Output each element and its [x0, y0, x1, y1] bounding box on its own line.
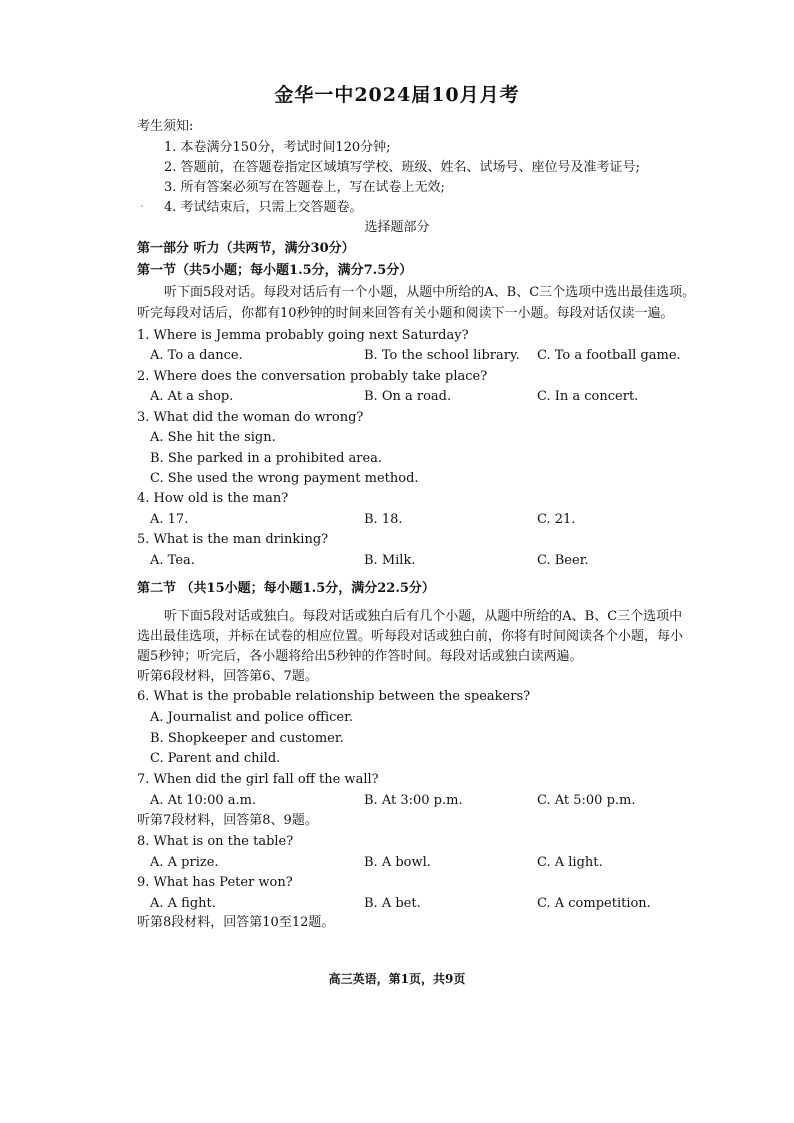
option-b: B. Shopkeeper and customer. [150, 731, 344, 746]
option-b: B. To the school library. [364, 348, 520, 363]
option-b: B. On a road. [364, 389, 452, 404]
option-b: B. At 3:00 p.m. [364, 793, 463, 808]
material-note: 听第8段材料，回答第10至12题。 [137, 915, 335, 930]
option-c: C. To a football game. [537, 348, 681, 363]
option-b: B. 18. [364, 512, 403, 527]
sec1-heading: 第一节（共5小题；每小题1.5分，满分7.5分） [137, 263, 413, 278]
question-stem: 5. What is the man drinking? [137, 532, 329, 547]
sec1-instruction: 听下面5段对话。每段对话后有一个小题，从题中所给的A、B、C三个选项中选出最佳选项。 [164, 285, 696, 300]
option-a: A. At a shop. [150, 389, 234, 404]
part1-heading: 第一部分 听力（共两节，满分30分） [137, 241, 355, 256]
notice-item: 4. 考试结束后，只需上交答题卷。 [164, 200, 363, 215]
section-title: 选择题部分 [364, 220, 430, 235]
option-b: B. Milk. [364, 553, 416, 568]
option-c: C. At 5:00 p.m. [537, 793, 636, 808]
option-a: A. To a dance. [150, 348, 243, 363]
notice-heading: 考生须知: [137, 119, 194, 134]
question-stem: 1. Where is Jemma probably going next Saturday? [137, 328, 469, 343]
option-c: C. She used the wrong payment method. [150, 471, 419, 486]
question-stem: 9. What has Peter won? [137, 875, 293, 890]
sec2-instruction: 题5秒钟；听完后，各小题将给出5秒钟的作答时间。每段对话或独白读两遍。 [137, 649, 583, 664]
option-c: C. Beer. [537, 553, 589, 568]
option-c: C. A competition. [537, 896, 651, 911]
notice-item: 1. 本卷满分150分，考试时间120分钟; [164, 140, 391, 155]
option-a: A. A prize. [150, 855, 219, 870]
scan-mark: ` [140, 206, 145, 216]
question-stem: 3. What did the woman do wrong? [137, 410, 364, 425]
option-a: A. A fight. [150, 896, 216, 911]
option-b: B. A bet. [364, 896, 421, 911]
sec1-instruction: 听完每段对话后，你都有10秒钟的时间来回答有关小题和阅读下一小题。每段对话仅读一遍。 [137, 306, 674, 321]
notice-item: 2. 答题前，在答题卷指定区域填写学校、班级、姓名、试场号、座位号及准考证号; [164, 160, 640, 175]
option-a: A. She hit the sign. [150, 430, 276, 445]
exam-title: 金华一中2024届10月月考 [274, 84, 520, 106]
option-c: C. Parent and child. [150, 751, 281, 766]
material-note: 听第7段材料，回答第8、9题。 [137, 813, 318, 828]
option-a: A. 17. [150, 512, 189, 527]
material-note: 听第6段材料，回答第6、7题。 [137, 669, 318, 684]
question-stem: 8. What is on the table? [137, 834, 294, 849]
option-a: A. Tea. [150, 553, 195, 568]
question-stem: 6. What is the probable relationship between the speakers? [137, 689, 531, 704]
option-a: A. At 10:00 a.m. [150, 793, 257, 808]
option-c: C. A light. [537, 855, 603, 870]
option-b: B. A bowl. [364, 855, 431, 870]
notice-item: 3. 所有答案必须写在答题卷上，写在试卷上无效; [164, 180, 445, 195]
sec2-instruction: 选出最佳选项，并标在试卷的相应位置。听每段对话或独白前，你将有时间阅读各个小题，每小 [137, 629, 684, 644]
question-stem: 4. How old is the man? [137, 491, 289, 506]
sec2-heading: 第二节 （共15小题；每小题1.5分，满分22.5分） [137, 581, 435, 596]
option-c: C. 21. [537, 512, 576, 527]
option-a: A. Journalist and police officer. [150, 710, 354, 725]
question-stem: 2. Where does the conversation probably take place? [137, 369, 488, 384]
option-b: B. She parked in a prohibited area. [150, 451, 383, 466]
question-stem: 7. When did the girl fall off the wall? [137, 772, 379, 787]
sec2-instruction: 听下面5段对话或独白。每段对话或独白后有几个小题，从题中所给的A、B、C三个选项中 [164, 609, 683, 624]
option-c: C. In a concert. [537, 389, 639, 404]
page-footer: 高三英语，第1页，共9页 [328, 972, 466, 986]
